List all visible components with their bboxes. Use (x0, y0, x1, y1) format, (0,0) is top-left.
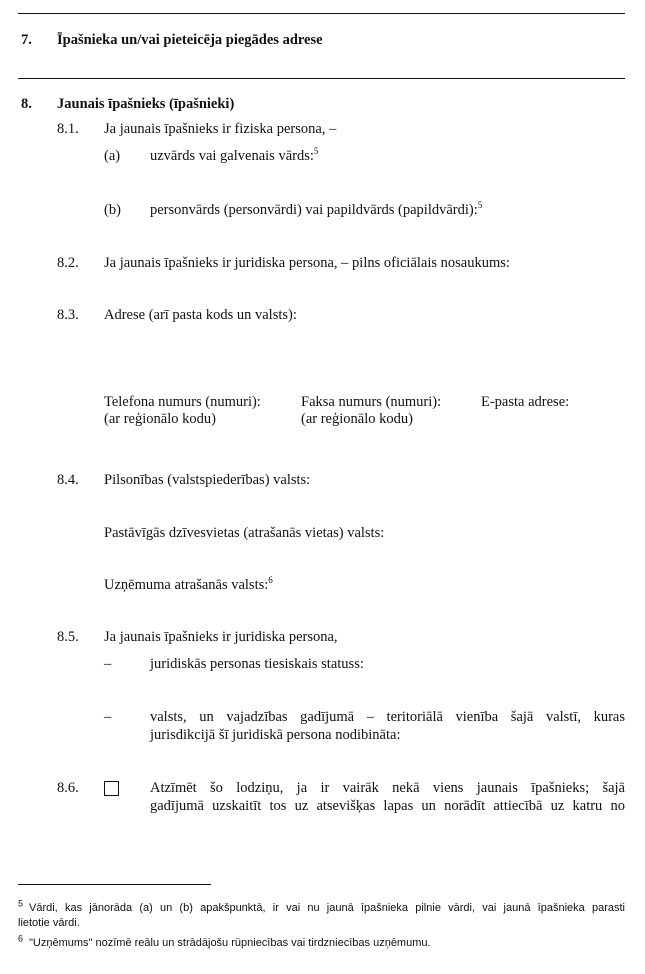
item-8-5-dash-2: – (104, 709, 112, 725)
item-8-2-text: Ja jaunais īpašnieks ir juridiska persona, – pilns oficiālais nosaukums: (104, 255, 510, 271)
section-8-title: Jaunais īpašnieks (īpašnieki) (57, 96, 235, 112)
footnote-5-line-1: Vārdi, kas jānorāda (a) un (b) apakšpunktā, ir vai nu jaunā īpašnieka pilnie vārdi, vai jaunā īpašnieka parasti (29, 902, 625, 914)
top-rule (18, 13, 625, 14)
enterprise-label: Uzņēmuma atrašanās valsts: (104, 577, 269, 593)
phone-label: Telefona numurs (numuri): (104, 394, 261, 410)
footnote-6-mark: 6 (18, 933, 24, 944)
section-8-number: 8. (21, 96, 32, 112)
item-8-1-a-label: (a) (104, 148, 121, 164)
item-8-6-number: 8.6. (57, 780, 79, 796)
footnote-6-text: "Uzņēmums" nozīmē reālu un strādājošu rūpniecības vai tirdzniecības uzņēmumu. (29, 937, 431, 949)
item-8-5-dash-1: – (104, 656, 112, 672)
multiple-owners-line-2: gadījumā uzskaitīt tos uz atsevišķas lapas un norādīt attiecībā uz katru no (150, 798, 625, 814)
enterprise-location (104, 577, 273, 594)
phone-sublabel: (ar reģionālo kodu) (104, 411, 216, 427)
footnote-5-mark: 5 (18, 898, 24, 909)
item-8-3-text: Adrese (arī pasta kods un valsts): (104, 307, 297, 323)
footnote-5 (18, 898, 24, 914)
footnote-6 (18, 933, 24, 949)
citizenship-label: Pilsonības (valstspiederības) valsts: (104, 472, 311, 488)
item-8-3-number: 8.3. (57, 307, 79, 323)
item-8-1-a-text (150, 148, 318, 165)
section-7-number: 7. (21, 32, 32, 48)
item-8-5-text: Ja jaunais īpašnieks ir juridiska persona, (104, 629, 338, 645)
item-8-4-number: 8.4. (57, 472, 79, 488)
footnote-separator (18, 884, 211, 885)
item-8-1-b-text (150, 202, 482, 219)
multiple-owners-checkbox[interactable] (104, 781, 119, 796)
item-8-5-number: 8.5. (57, 629, 79, 645)
section-7-rule (18, 78, 625, 79)
item-8-1-b-label: (b) (104, 202, 121, 218)
item-8-1-text: Ja jaunais īpašnieks ir fiziska persona, – (104, 121, 337, 137)
residence-label: Pastāvīgās dzīvesvietas (atrašanās vietas) valsts: (104, 525, 385, 541)
fax-sublabel: (ar reģionālo kodu) (301, 411, 413, 427)
email-label: E-pasta adrese: (481, 394, 570, 410)
footnote-ref-5: 5 (477, 200, 483, 211)
fax-label: Faksa numurs (numuri): (301, 394, 442, 410)
item-8-2-number: 8.2. (57, 255, 79, 271)
legal-status-label: juridiskās personas tiesiskais statuss: (150, 656, 364, 672)
jurisdiction-line-1: valsts, un vajadzības gadījumā – teritoriālā vienība šajā valstī, kuras (150, 709, 625, 725)
footnote-ref-5: 5 (313, 146, 319, 157)
item-8-1-number: 8.1. (57, 121, 79, 137)
footnote-5-line-2: lietotie vārdi. (18, 917, 80, 929)
multiple-owners-line-1: Atzīmēt šo lodziņu, ja ir vairāk nekā viens jaunais īpašnieks; šajā (150, 780, 625, 796)
footnote-ref-6: 6 (268, 575, 273, 586)
jurisdiction-line-2: jurisdikcijā šī juridiskā persona nodibināta: (150, 727, 401, 743)
given-names-label: personvārds (personvārdi) vai papildvārds (papildvārdi): (150, 202, 478, 218)
section-7-title: Īpašnieka un/vai pieteicēja piegādes adrese (57, 32, 323, 48)
surname-label: uzvārds vai galvenais vārds: (150, 148, 314, 164)
